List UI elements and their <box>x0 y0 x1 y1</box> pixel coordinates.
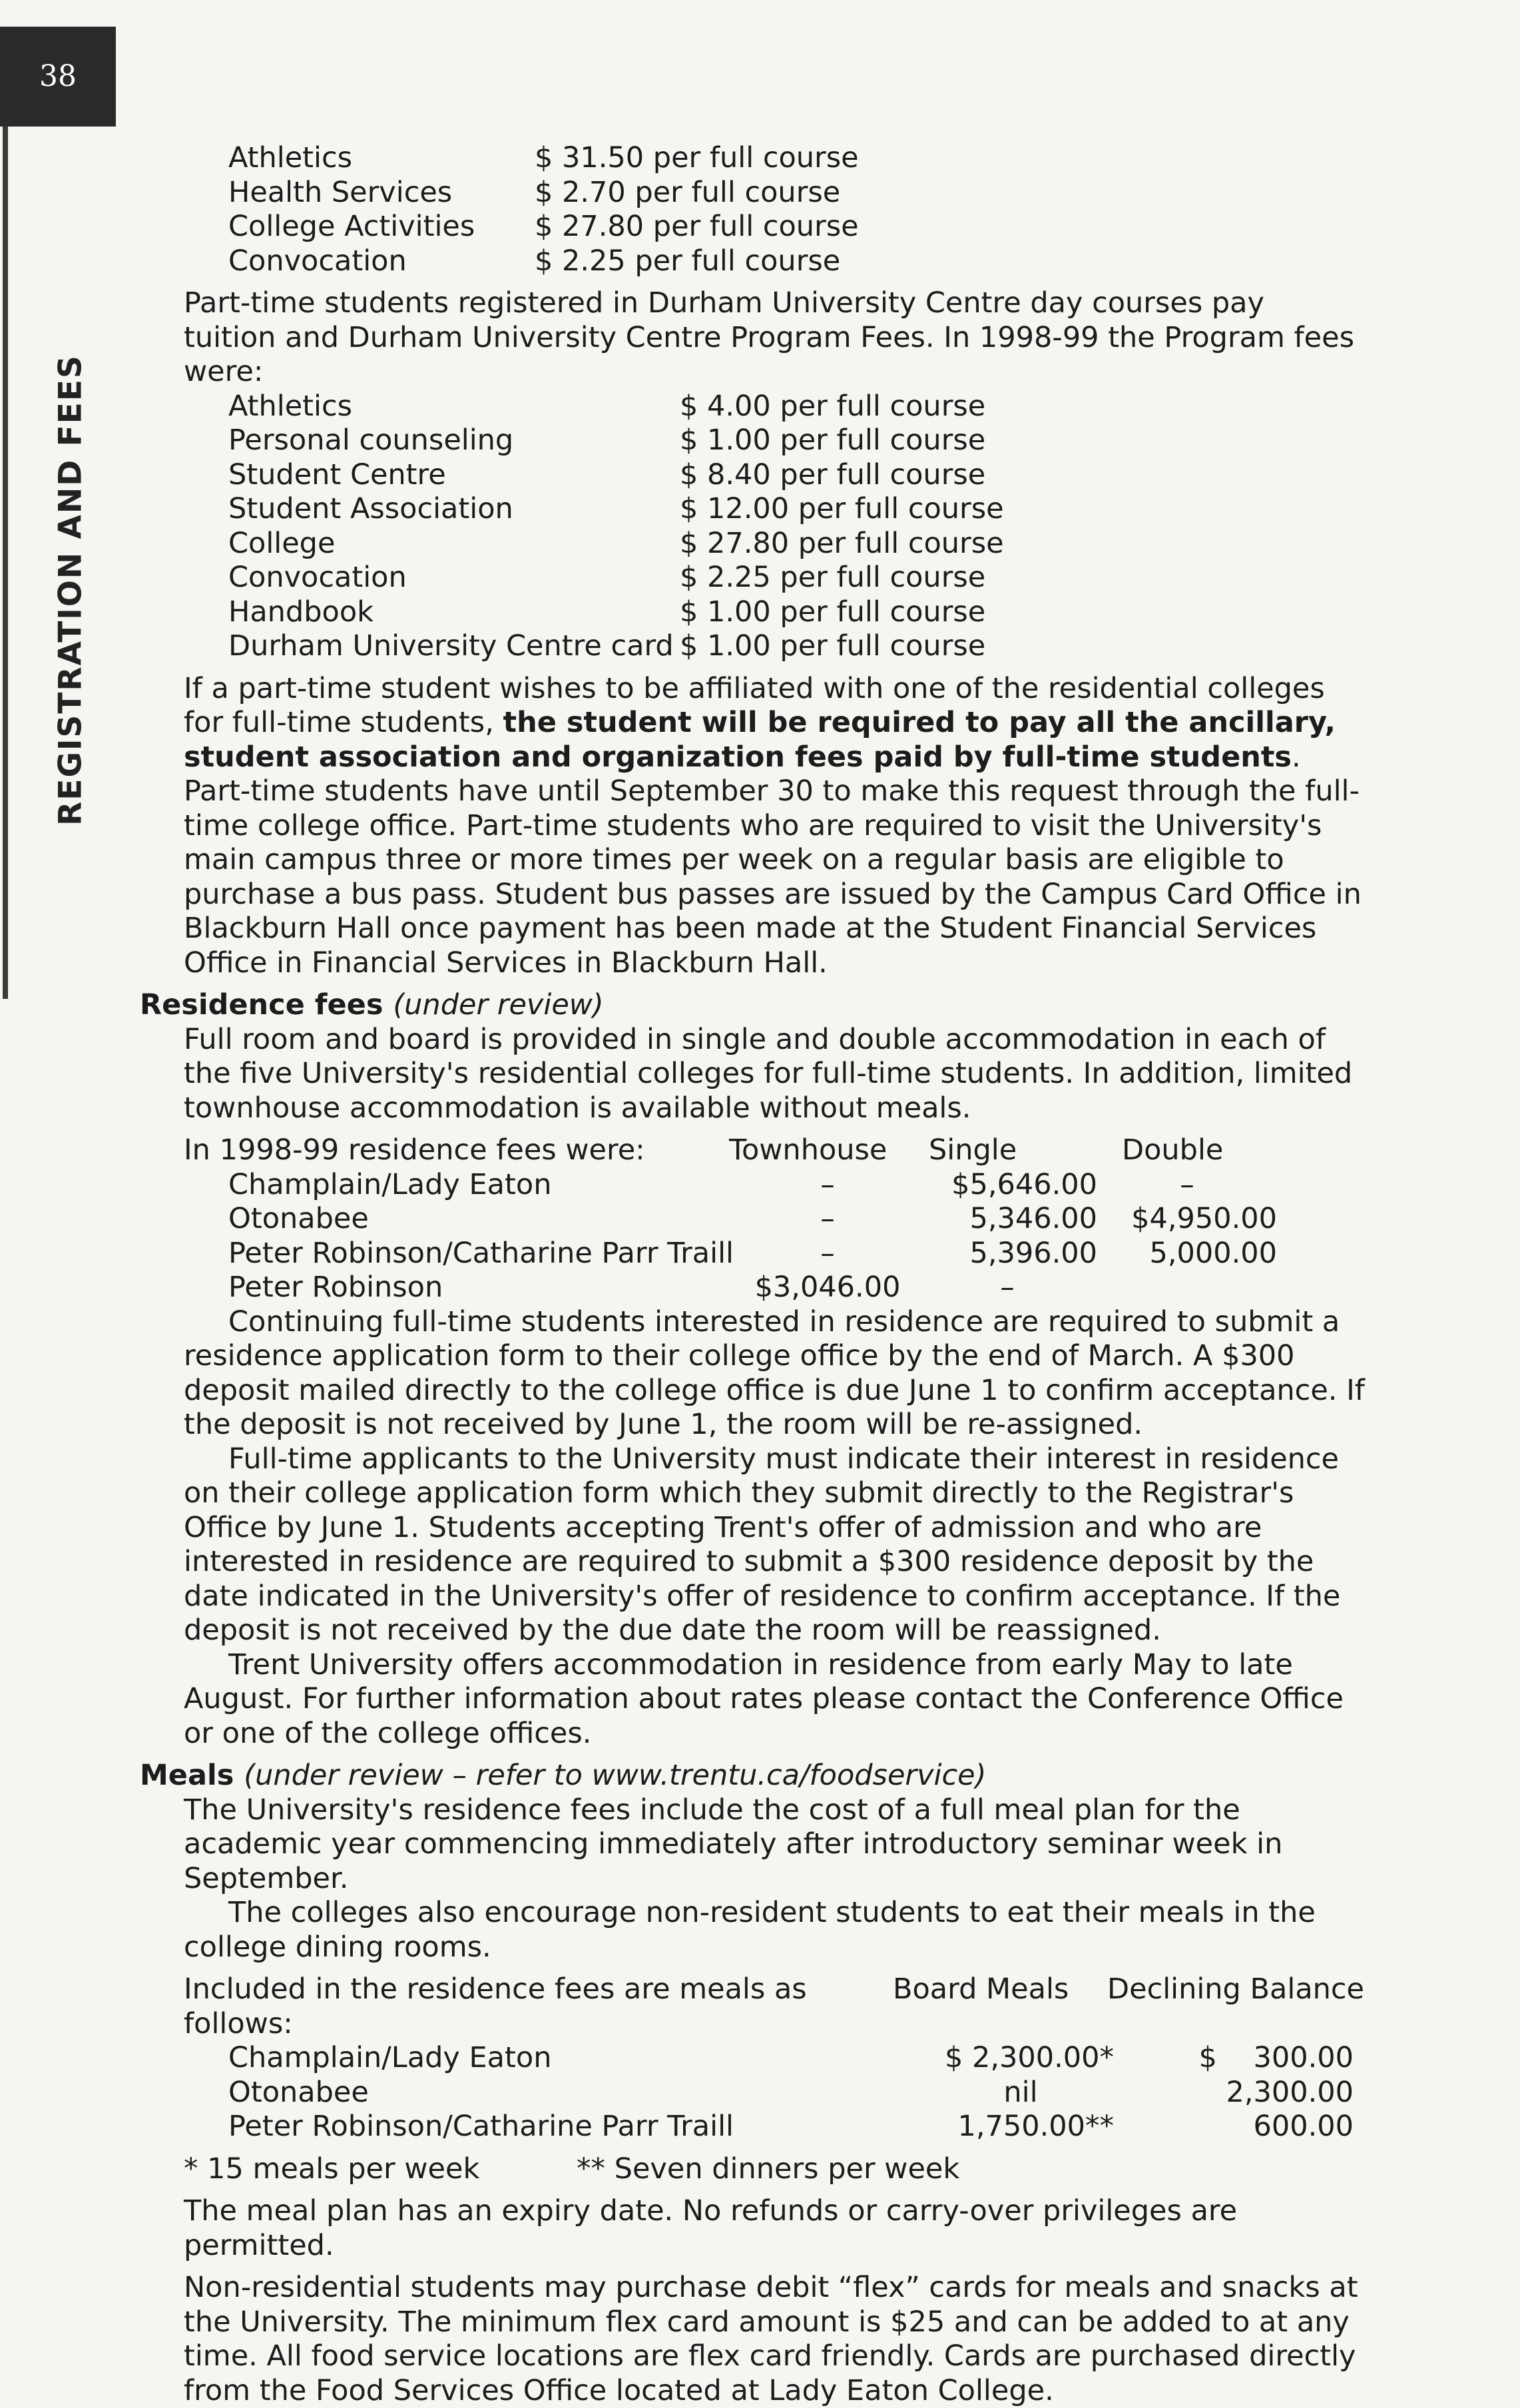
residence-paragraph-2: Full-time applicants to the University must indicate their interest in residence on their college application form which they submit directly to the Registrar's Office by June 1. Students accepting Trent's offer of admission and who are interested in residence are required to submit a $300 residence deposit by the date indicated in the University's offer of residence to confirm acceptance. If the deposit is not received by the due date the room will be reassigned. <box>184 1442 1341 1647</box>
cell-board-meals: $ 2,300.00* <box>944 2041 1114 2074</box>
table-row <box>228 1202 1365 1237</box>
page-number: 38 <box>39 59 77 94</box>
residence-table-header <box>184 1133 1365 1168</box>
meals-footnotes <box>140 2152 1365 2187</box>
fee-label: Student Centre <box>228 457 446 491</box>
fee-row <box>228 424 1365 458</box>
fee-label: Handbook <box>228 595 374 629</box>
fee-label: Athletics <box>228 141 353 174</box>
cell-double: – <box>1180 1167 1194 1201</box>
meals-table-caption: Included in the residence fees are meals as follows: <box>184 1972 807 2040</box>
fee-row <box>228 458 1365 493</box>
fee-row <box>228 141 1365 176</box>
cell-single: 5,346.00 <box>969 1202 1097 1235</box>
residence-paragraph-1: Continuing full-time students interested in residence are required to submit a residence application form to their college office by the end of March. A $300 deposit mailed directly to the college office is due June 1 to confirm acceptance. If the deposit is not received by June 1, the room will be re-assigned. <box>184 1305 1365 1441</box>
fee-amount: $ 2.25 per full course <box>535 244 841 278</box>
fee-amount: $ 31.50 per full course <box>535 141 859 174</box>
table-row <box>228 2076 1365 2110</box>
fee-row <box>228 210 1365 244</box>
residence-heading-text: Residence fees <box>140 988 383 1022</box>
fee-row <box>228 527 1365 561</box>
table-row <box>228 1168 1365 1203</box>
residence-heading-note: (under review) <box>393 988 604 1022</box>
flex-card-paragraph: Non-residential students may purchase debit “flex” cards for meals and snacks at the University. The minimum flex card amount is $25 and can be added to at any time. All food service locations are flex card friendly. Cards are purchased directly from the Food Services Office located at Lady Eaton College. <box>184 2271 1358 2407</box>
row-label: Peter Robinson/Catharine Parr Traill <box>228 1236 734 1270</box>
cell-single: $5,646.00 <box>951 1167 1097 1201</box>
meals-heading-text: Meals <box>140 1759 234 1792</box>
table-row <box>228 2041 1365 2076</box>
cell-double: $4,950.00 <box>1131 1202 1277 1235</box>
affiliation-paragraph <box>140 672 1365 981</box>
column-header: Board Meals <box>893 1972 1069 2006</box>
fee-row <box>228 561 1365 595</box>
fee-label: Convocation <box>228 244 407 278</box>
column-header: Declining Balance <box>1107 1972 1365 2006</box>
fee-label: College Activities <box>228 210 475 243</box>
fee-label: Athletics <box>228 389 353 423</box>
fee-label: Durham University Centre card <box>228 629 674 663</box>
footnote: * 15 meals per week <box>184 2152 480 2186</box>
affiliation-text-1: If a part-time student wishes to be affiliated with one of the residential colleges for full-time students, <box>184 671 1325 739</box>
fee-label: Convocation <box>228 561 407 594</box>
fee-row <box>228 176 1365 210</box>
residence-table <box>140 1133 1365 1305</box>
cell-declining-balance: 600.00 <box>1253 2110 1354 2143</box>
cell-single: – <box>1000 1271 1015 1304</box>
fee-amount: $ 2.70 per full course <box>535 175 841 209</box>
fee-amount: $ 8.40 per full course <box>680 457 986 491</box>
meals-paragraph-2: The colleges also encourage non-resident students to eat their meals in the college dining rooms. <box>184 1896 1316 1964</box>
parttime-intro: Part-time students registered in Durham University Centre day courses pay tuition and Durham University Centre Program Fees. In 1998-99 the Program fees were: <box>184 286 1354 388</box>
cell-board-meals: 1,750.00** <box>957 2110 1114 2143</box>
meals-table <box>140 1972 1365 2144</box>
fee-label: Health Services <box>228 175 453 209</box>
row-label: Champlain/Lady Eaton <box>228 1167 552 1201</box>
meals-table-body <box>184 2041 1365 2144</box>
fee-list-parttime <box>140 390 1365 664</box>
fee-row <box>228 629 1365 664</box>
cell-townhouse: – <box>820 1167 835 1201</box>
meals-heading <box>140 1759 1365 1793</box>
residence-table-body <box>184 1168 1365 1305</box>
fee-row <box>228 390 1365 424</box>
cell-declining-balance: 2,300.00 <box>1226 2075 1354 2109</box>
row-label: Otonabee <box>228 2075 369 2109</box>
residence-paragraph-3: Trent University offers accommodation in residence from early May to late August. For further information about rates please contact the Conference Office or one of the college offices. <box>184 1648 1344 1750</box>
meals-table-header <box>184 1972 1365 2041</box>
cell-townhouse: $3,046.00 <box>754 1271 901 1304</box>
cell-townhouse: – <box>820 1202 835 1235</box>
meal-plan-expiry: The meal plan has an expiry date. No refunds or carry-over privileges are permitted. <box>184 2194 1238 2262</box>
cell-declining-balance: $ 300.00 <box>1198 2041 1354 2074</box>
fee-row <box>228 492 1365 527</box>
fee-label: Personal counseling <box>228 424 514 457</box>
fee-row <box>228 244 1365 279</box>
fee-amount: $ 27.80 per full course <box>535 210 859 243</box>
cell-townhouse: – <box>820 1236 835 1270</box>
affiliation-text-2: . Part-time students have until September 30 to make this request through the full-time college office. Part-time students who are required to visit the University's main campus three or more times per week on a regular basis are eligible to purchase a bus pass. Student bus passes are issued by the Campus Card Office in Blackburn Hall once payment has been made at the Student Financial Services Office in Financial Services in Blackburn Hall. <box>184 740 1362 980</box>
section-label-text: REGISTRATION AND FEES <box>52 354 89 826</box>
page-content <box>140 141 1365 2408</box>
column-header: Single <box>929 1133 1017 1167</box>
table-row <box>228 1237 1365 1271</box>
side-rule <box>3 127 8 999</box>
fee-label: College <box>228 526 336 560</box>
affiliation-bold-text: the student will be required to pay all the ancillary, student association and organization fees paid by full-time students <box>184 706 1336 774</box>
row-label: Peter Robinson/Catharine Parr Traill <box>228 2110 734 2143</box>
residence-heading <box>140 988 1365 1023</box>
table-row <box>228 2110 1365 2144</box>
fee-row <box>228 595 1365 630</box>
fee-amount: $ 12.00 per full course <box>680 492 1004 525</box>
cell-single: 5,396.00 <box>969 1236 1097 1270</box>
fee-list-fulltime <box>140 141 1365 278</box>
cell-double <box>1097 1271 1277 1305</box>
fee-label: Student Association <box>228 492 513 525</box>
table-row <box>228 1271 1365 1305</box>
residence-table-caption: In 1998-99 residence fees were: <box>184 1133 645 1167</box>
fee-amount: $ 1.00 per full course <box>680 629 986 663</box>
residence-intro: Full room and board is provided in single and double accommodation in each of the five University's residential colleges for full-time students. In addition, limited townhouse accommodation is available without meals. <box>184 1022 1353 1125</box>
page-number-tab <box>0 27 116 127</box>
row-label: Champlain/Lady Eaton <box>228 2041 552 2074</box>
column-header: Townhouse <box>729 1133 887 1167</box>
fee-amount: $ 27.80 per full course <box>680 526 1004 560</box>
footnote: ** Seven dinners per week <box>577 2152 960 2186</box>
cell-double: 5,000.00 <box>1149 1236 1277 1270</box>
meals-heading-note: (under review – refer to www.trentu.ca/foodservice) <box>244 1759 987 1792</box>
fee-amount: $ 2.25 per full course <box>680 561 986 594</box>
fee-amount: $ 1.00 per full course <box>680 595 986 629</box>
cell-board-meals: nil <box>1003 2075 1038 2109</box>
meals-paragraph-1: The University's residence fees include the cost of a full meal plan for the academic year commencing immediately after introductory seminar week in September. <box>184 1793 1283 1895</box>
row-label: Otonabee <box>228 1202 369 1235</box>
column-header: Double <box>1122 1133 1224 1167</box>
fee-amount: $ 1.00 per full course <box>680 424 986 457</box>
row-label: Peter Robinson <box>228 1271 443 1304</box>
fee-amount: $ 4.00 per full course <box>680 389 986 423</box>
